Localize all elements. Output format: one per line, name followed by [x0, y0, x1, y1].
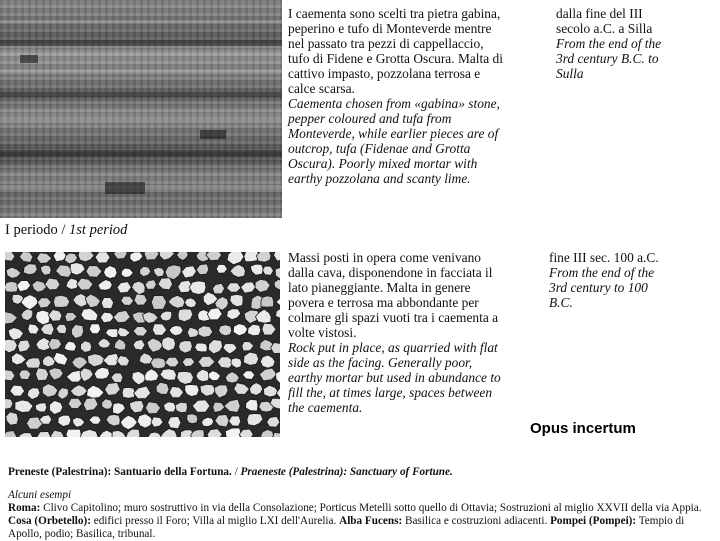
- stone: [209, 371, 221, 381]
- stone: [129, 401, 144, 413]
- stone: [215, 415, 229, 428]
- stone: [261, 430, 274, 438]
- stone: [95, 252, 110, 263]
- stone: [219, 325, 232, 336]
- stone: [185, 298, 197, 308]
- stone: [151, 417, 163, 427]
- stone: [168, 295, 185, 308]
- stone: [234, 383, 250, 395]
- stone: [77, 278, 93, 290]
- stone: [226, 283, 241, 293]
- stone: [72, 325, 84, 339]
- stone: [114, 252, 128, 259]
- stone: [86, 266, 102, 278]
- stone: [122, 387, 135, 398]
- stone: [117, 356, 130, 366]
- middle-date-italian: fine III sec. 100 a.C.: [549, 250, 659, 265]
- stone: [117, 327, 130, 336]
- stone: [72, 357, 88, 370]
- roma-text: Clivo Capitolino; muro sostruttivo in via della Consolazione; Porticus Metelli sotto quello di Ottavia; Sostruzioni al miglio XXVII della via Appia.: [40, 502, 702, 514]
- stone: [140, 266, 151, 276]
- stone: [261, 296, 274, 307]
- stone: [239, 429, 253, 437]
- stone: [214, 385, 228, 398]
- stone: [225, 372, 239, 383]
- stone: [185, 385, 199, 397]
- stone: [121, 296, 134, 305]
- middle-italian-text: Massi posti in opera come venivano dalla cava, disponendone in facciata il lato pianeggiante. Malta in genere povera e terrosa ma abbondante per colmare gli spazi vuoti tra i caementa a volte vistosi.: [288, 250, 499, 340]
- stone: [58, 388, 69, 400]
- stone: [196, 264, 209, 275]
- stone: [126, 429, 140, 437]
- opus-incertum-label: Opus incertum: [530, 420, 636, 437]
- stone: [70, 385, 87, 397]
- stone: [114, 339, 126, 350]
- stone: [259, 368, 277, 381]
- stone: [260, 355, 275, 368]
- middle-english-text: Rock put in place, as quarried with flat side as the facing. Generally poor, earthy mortar but used in abundance to fill the, at times large, spaces between the caementa.: [288, 340, 501, 415]
- top-date-range: [556, 6, 716, 81]
- stone: [133, 327, 148, 337]
- stone: [242, 371, 255, 380]
- stone: [152, 324, 166, 336]
- cosa-label: Cosa (Orbetello):: [8, 515, 91, 527]
- stone: [158, 278, 173, 290]
- stone: [160, 311, 172, 321]
- stone: [144, 252, 159, 260]
- stone: [5, 281, 18, 292]
- stone: [224, 399, 240, 412]
- alba-text: Basilica e costruzioni adiacenti.: [402, 515, 551, 527]
- stone: [5, 399, 13, 410]
- opus-incertum-photo: [5, 252, 280, 437]
- stone: [5, 339, 17, 353]
- top-description: [288, 6, 538, 186]
- stone: [80, 368, 93, 382]
- stone: [169, 387, 183, 398]
- stone: [274, 252, 281, 261]
- stone: [19, 252, 33, 262]
- stone: [179, 341, 193, 354]
- stone: [42, 384, 58, 398]
- stone: [192, 400, 210, 412]
- site-caption-separator: /: [231, 466, 241, 478]
- stone: [200, 384, 216, 396]
- stone: [178, 309, 193, 322]
- stone: [37, 253, 52, 264]
- stone: [227, 252, 244, 265]
- stone: [66, 429, 81, 437]
- stone: [230, 264, 246, 277]
- stone: [272, 432, 280, 437]
- stone: [262, 323, 276, 335]
- stone: [182, 266, 197, 278]
- stone: [159, 252, 175, 260]
- stone: [106, 415, 120, 427]
- stone: [156, 382, 169, 394]
- stone: [5, 370, 15, 381]
- stone: [73, 294, 87, 308]
- stone: [255, 279, 270, 292]
- stone: [81, 308, 98, 320]
- stone: [68, 398, 82, 408]
- site-caption: [8, 466, 713, 478]
- stone: [263, 385, 278, 397]
- stone: [81, 341, 92, 353]
- stone: [83, 398, 98, 411]
- stone: [5, 312, 18, 325]
- stone: [100, 312, 114, 323]
- stone: [18, 340, 31, 352]
- stone: [17, 281, 31, 292]
- stone: [45, 278, 60, 290]
- stone: [165, 265, 181, 280]
- stone: [279, 326, 280, 336]
- stone: [196, 369, 210, 381]
- stone: [263, 266, 274, 275]
- stone: [8, 328, 23, 341]
- stone: [267, 416, 280, 427]
- stone: [187, 414, 198, 424]
- stone: [213, 402, 225, 412]
- stone: [241, 282, 256, 293]
- stone: [145, 402, 160, 414]
- stone: [56, 325, 67, 334]
- stone: [101, 298, 114, 309]
- stone: [6, 267, 21, 278]
- middle-date-range: [549, 250, 709, 310]
- stone: [279, 415, 280, 428]
- stone: [233, 324, 247, 336]
- stone: [250, 264, 263, 275]
- stone: [182, 358, 195, 367]
- stone: [164, 402, 177, 412]
- stone: [28, 324, 39, 334]
- pompei-label: Pompei (Pompei):: [550, 515, 637, 527]
- stone: [27, 388, 40, 400]
- roma-label: Roma:: [8, 502, 41, 514]
- examples-title: Alcuni esempi: [8, 489, 72, 501]
- middle-date-english: From the end of the 3rd century to 100 B.C.: [549, 265, 655, 310]
- stone: [113, 311, 130, 323]
- stone: [111, 373, 123, 383]
- stone: [225, 428, 241, 437]
- stone: [130, 252, 143, 262]
- stone: [105, 383, 121, 396]
- stone: [51, 430, 64, 437]
- stone: [132, 371, 146, 385]
- top-italian-text: I caementa sono scelti tra pietra gabina, peperino e tufo di Monteverde mentre nel passato tra pezzi di cappellaccio, tufo di Fidene e Grotta Oscura. Malta di cattivo impasto, pozzolana terrosa e calce scarsa.: [288, 6, 503, 96]
- stone: [36, 310, 50, 325]
- stone: [275, 267, 280, 280]
- stone: [103, 353, 119, 365]
- stone: [106, 329, 119, 338]
- stone: [249, 383, 262, 396]
- stone: [53, 295, 69, 307]
- stone: [207, 429, 222, 437]
- stone: [53, 352, 68, 365]
- top-english-text: Caementa chosen from «gabina» stone, pepper coloured and tufa from Monteverde, while earlier pieces are of outcrop, tufa (Fidenae and Grotta Oscura). Poorly mixed mortar with earthy pozzolana and scanty lime.: [288, 96, 500, 186]
- stone: [148, 432, 162, 437]
- stone: [35, 403, 47, 412]
- stone: [80, 429, 98, 437]
- stone: [165, 357, 179, 367]
- examples-body: [8, 502, 702, 540]
- stone: [98, 338, 111, 348]
- stone: [168, 417, 181, 429]
- stone: [198, 357, 215, 368]
- stone: [21, 309, 33, 321]
- stone: [98, 280, 112, 291]
- stone: [6, 412, 18, 425]
- stone: [189, 281, 206, 295]
- stone: [276, 296, 280, 309]
- stone: [246, 399, 258, 411]
- stone: [151, 358, 167, 369]
- stone: [11, 353, 26, 365]
- stone: [229, 416, 241, 426]
- stone: [10, 385, 25, 396]
- stone: [177, 252, 189, 261]
- stone: [113, 403, 126, 415]
- stone: [276, 308, 280, 318]
- stone: [145, 369, 159, 381]
- period-heading-english: 1st period: [69, 222, 128, 238]
- stone: [151, 296, 166, 310]
- stone: [21, 295, 39, 310]
- stone: [134, 386, 151, 399]
- stone: [87, 385, 104, 398]
- top-date-italian: dalla fine del III secolo a.C. a Silla: [556, 6, 653, 36]
- stone: [191, 430, 205, 437]
- stone: [104, 266, 118, 279]
- stone: [19, 370, 31, 380]
- stone: [208, 340, 222, 354]
- stone: [40, 265, 51, 275]
- stone: [89, 416, 101, 424]
- alba-label: Alba Fucens:: [339, 515, 403, 527]
- stone: [201, 417, 213, 426]
- stone: [161, 429, 178, 437]
- stone: [132, 281, 146, 295]
- stone: [112, 431, 126, 438]
- stone: [36, 368, 49, 381]
- stone: [137, 414, 153, 428]
- stone: [89, 324, 101, 334]
- rough-wall-photo: [0, 0, 282, 218]
- rough-wall-texture: [0, 0, 282, 218]
- stone: [48, 338, 61, 350]
- stone: [64, 341, 76, 351]
- stone: [94, 367, 109, 379]
- stone: [50, 401, 63, 415]
- stone: [58, 415, 71, 426]
- stone: [231, 358, 242, 368]
- site-caption-english: Praeneste (Palestrina): Sanctuary of Fortune.: [240, 466, 453, 478]
- stone: [32, 281, 47, 293]
- examples-section: [8, 489, 716, 541]
- stone: [195, 343, 208, 352]
- stone: [78, 252, 94, 262]
- stone: [247, 414, 263, 426]
- stone: [15, 400, 33, 412]
- stone: [5, 252, 15, 261]
- stone: [65, 312, 77, 322]
- stone: [153, 267, 164, 277]
- period-heading: [5, 222, 127, 239]
- stone: [216, 264, 227, 273]
- stone: [177, 371, 194, 384]
- stone: [160, 369, 177, 381]
- period-heading-italian: I periodo /: [5, 222, 70, 238]
- stone: [36, 432, 51, 438]
- stone: [223, 343, 237, 354]
- stone: [274, 279, 280, 289]
- stone: [5, 431, 17, 437]
- stone: [120, 415, 137, 430]
- stone: [37, 298, 51, 308]
- pompei-text: Tempio di Apollo, podio; Basilica, tribunal.: [8, 515, 685, 540]
- stone: [72, 417, 85, 427]
- stone: [49, 368, 64, 380]
- stone: [230, 294, 243, 306]
- stone: [247, 324, 260, 336]
- stone: [117, 282, 131, 293]
- stone: [147, 338, 163, 352]
- opus-incertum-stones: [5, 252, 280, 437]
- site-caption-italian: Preneste (Palestrina): Santuario della Fortuna.: [8, 466, 232, 478]
- stone: [242, 342, 254, 352]
- stone: [276, 370, 280, 384]
- stone: [145, 280, 157, 290]
- middle-description: [288, 250, 538, 415]
- stone: [162, 337, 176, 351]
- stone: [134, 294, 147, 305]
- stone: [257, 252, 272, 262]
- stone: [175, 402, 187, 412]
- stone: [85, 294, 101, 308]
- stone: [23, 264, 37, 275]
- stone: [102, 399, 113, 409]
- stone: [48, 310, 62, 322]
- stone: [133, 340, 145, 351]
- stone: [243, 352, 258, 365]
- top-date-english: From the end of the 3rd century B.C. to Sulla: [556, 36, 662, 81]
- stone: [227, 309, 241, 320]
- cosa-text: edifici presso il Foro; Villa al miglio LXI dell'Aurelia.: [90, 515, 340, 527]
- stone: [70, 263, 85, 276]
- stone: [198, 326, 213, 338]
- stone: [19, 433, 33, 437]
- stone: [25, 358, 40, 368]
- stone: [212, 283, 224, 294]
- stone: [169, 326, 183, 336]
- stone: [121, 268, 133, 278]
